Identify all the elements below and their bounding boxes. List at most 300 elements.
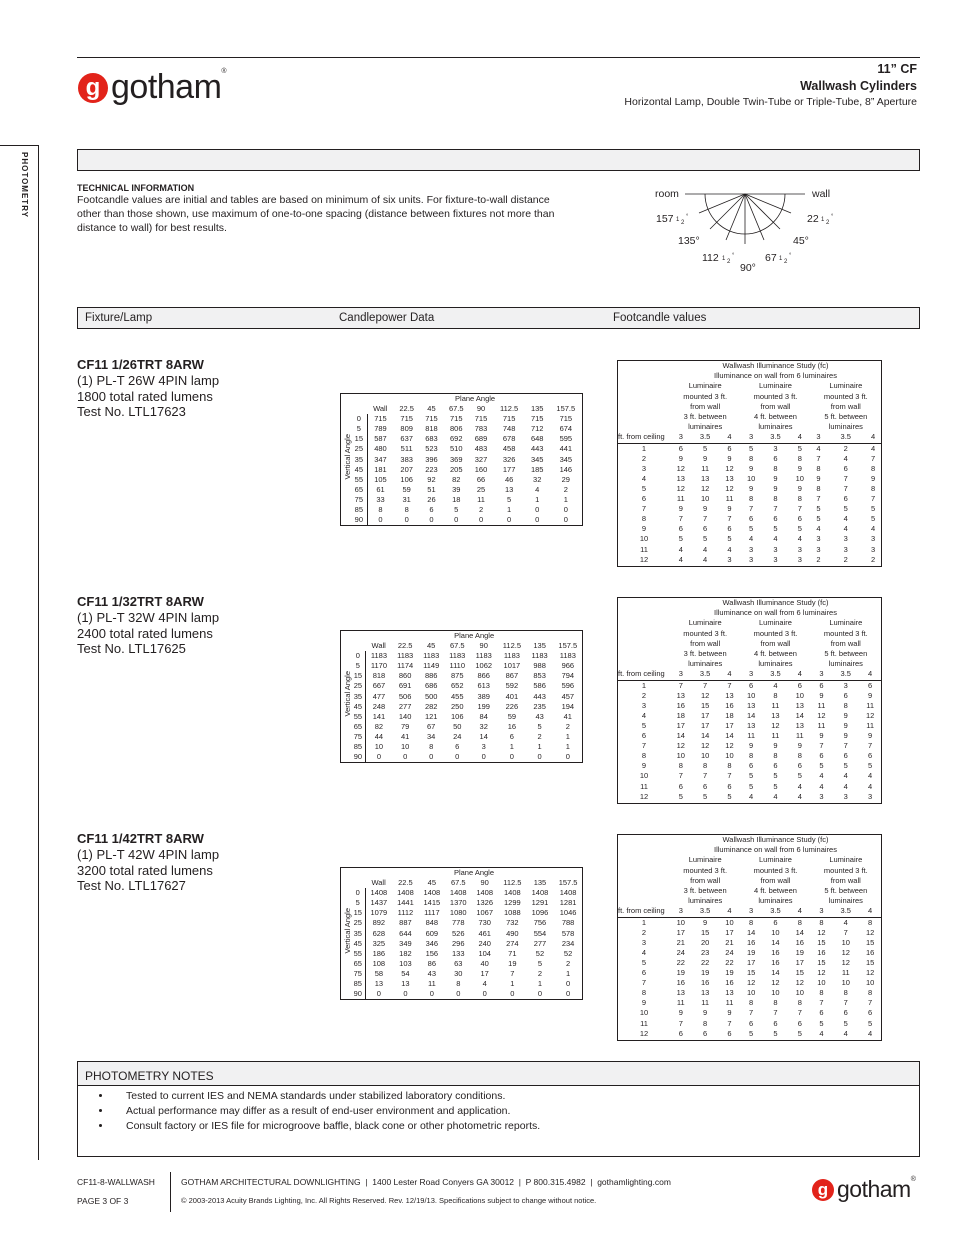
cp-cell: 1046	[559, 908, 577, 918]
cp-cell: 0	[429, 989, 434, 999]
cp-cell: 103	[399, 958, 412, 968]
cp-cell: 59	[402, 484, 411, 494]
fc-cell: 5	[868, 761, 873, 771]
fc-cell: 8	[727, 761, 732, 771]
cp-header-cell: 90	[479, 641, 488, 651]
cp-cell: 637	[400, 434, 413, 444]
cp-cell: 84	[479, 711, 488, 721]
fc-cell: 12	[771, 721, 780, 730]
cp-cell: 443	[533, 691, 546, 701]
cp-cell: 133	[452, 948, 465, 958]
cp-cell: 8	[378, 505, 383, 515]
cp-cell: 1112	[397, 908, 414, 918]
cp-cell: 5	[351, 661, 365, 671]
cp-cell: 875	[450, 671, 464, 681]
cp-cell: 85	[351, 979, 365, 989]
cp-cell: 1	[537, 979, 543, 989]
vertical-angle-label: Vertical Angle	[343, 671, 352, 717]
fc-group-label: luminaires	[828, 896, 863, 906]
fc-cell: 22	[725, 958, 734, 967]
cp-cell: 778	[452, 918, 465, 928]
fc-cell: 3	[773, 554, 778, 564]
cp-cell: 678	[502, 434, 516, 444]
fc-cell: 6	[843, 1008, 848, 1018]
fc-cell: 7	[727, 680, 732, 690]
fc-cell: 9	[727, 453, 732, 463]
fc-cell: 9	[749, 484, 754, 493]
cp-cell: 389	[477, 691, 490, 701]
fc-cell: 3	[816, 534, 821, 544]
cp-cell: 1080	[449, 908, 467, 918]
cp-cell: 226	[505, 701, 519, 711]
fc-cell: 2	[641, 453, 647, 463]
cp-cell: 6	[455, 742, 460, 752]
fc-cell: 9	[641, 998, 647, 1008]
label-157: 157	[656, 213, 674, 225]
cp-cell: 892	[372, 918, 386, 928]
fc-cell: 4	[868, 1028, 873, 1038]
cp-cell: 1062	[475, 661, 493, 671]
fc-cell: 19	[746, 947, 756, 957]
fc-cell: 5	[797, 771, 802, 781]
fc-cell: 4	[678, 544, 683, 554]
fc-cell: 4	[773, 534, 778, 544]
fc-cell: 4	[871, 443, 876, 453]
fc-cell: 7	[678, 680, 683, 690]
fc-cell: 5	[843, 761, 848, 771]
cp-cell: 17	[480, 968, 489, 978]
fc-cell: 5	[816, 514, 821, 524]
cp-header-cell: 157.5	[558, 878, 578, 888]
fc-cell: 6	[868, 1008, 873, 1018]
cp-cell: 369	[449, 454, 463, 464]
cp-cell: 199	[477, 701, 490, 711]
fc-cell: 4	[641, 473, 647, 483]
fc-cell: 8	[703, 761, 708, 771]
cp-cell: 1017	[503, 661, 521, 671]
cp-cell: 674	[559, 424, 573, 434]
label-157-frac2: 2	[681, 220, 685, 226]
cp-cell: 67	[427, 721, 436, 731]
fc-cell: 7	[773, 1008, 778, 1018]
cp-cell: 783	[474, 424, 488, 434]
fc-cell: 8	[773, 998, 778, 1008]
cp-cell: 652	[450, 681, 464, 691]
fc-cell: 11	[817, 721, 826, 730]
fc-cell: 9	[727, 1008, 732, 1018]
fc-group-label: from wall	[690, 401, 721, 411]
fc-cell: 9	[843, 721, 848, 730]
fc-cell: 15	[795, 968, 804, 978]
cp-cell: 648	[530, 434, 544, 444]
footcandle-table	[617, 597, 882, 804]
photometry-notes	[77, 1061, 920, 1157]
fc-group-label: mounted 3 ft.	[753, 391, 798, 401]
fc-cell: 19	[795, 947, 804, 957]
cp-cell: 2	[478, 505, 484, 515]
cp-cell: 41	[563, 711, 572, 721]
fc-group-label: from wall	[690, 638, 721, 648]
fc-cell: 6	[727, 443, 732, 453]
fc-cell: 7	[703, 680, 708, 690]
cp-cell: 0	[403, 752, 408, 762]
fc-cell: 10	[841, 937, 850, 947]
fc-cell: 13	[725, 473, 734, 483]
fc-cell: 10	[865, 978, 875, 988]
fc-cell: 5	[703, 791, 708, 801]
cp-cell: 0	[482, 989, 487, 999]
fc-cell: 17	[746, 958, 756, 967]
fc-cell: 19	[676, 968, 685, 978]
fc-cell: 22	[700, 958, 710, 967]
fc-cell: 4	[843, 1028, 848, 1038]
cp-cell: 65	[351, 722, 365, 732]
fc-row	[618, 524, 881, 534]
cp-cell: 1437	[370, 898, 388, 908]
cp-cell: 13	[504, 484, 514, 494]
fc-cell: 8	[843, 988, 848, 998]
cp-header-row	[351, 404, 583, 414]
fc-cell: 18	[725, 710, 734, 720]
fc-row	[618, 771, 881, 781]
fc-cell: 6	[749, 761, 754, 771]
fc-row	[618, 928, 881, 938]
fc-cell: 11	[866, 700, 875, 710]
fc-cell: 6	[749, 1018, 754, 1028]
cp-cell: 0	[509, 752, 514, 762]
cp-cell: 0	[351, 651, 365, 661]
fc-cell: 8	[773, 751, 778, 761]
cp-cell: 347	[374, 454, 387, 464]
cp-cell: 1408	[503, 888, 521, 898]
product-size: 11” CF	[877, 62, 917, 76]
fc-cell: 24	[676, 947, 685, 957]
cp-cell: 0	[537, 989, 543, 999]
fc-row	[618, 988, 881, 998]
cp-cell: 75	[351, 732, 365, 742]
fc-cell: 3	[773, 443, 778, 453]
fc-cell: 8	[641, 751, 647, 761]
fc-cell: 8	[773, 494, 778, 504]
fc-cell: 13	[746, 721, 756, 730]
cp-header-cell: 45	[427, 878, 437, 888]
fc-cell: 7	[727, 1018, 732, 1028]
label-67-deg: °	[789, 253, 792, 259]
fc-ft-label: ft. from ceiling	[618, 906, 670, 917]
fc-cell: 9	[819, 690, 824, 700]
cp-cell: 6	[429, 505, 434, 515]
fc-cell: 5	[819, 1018, 824, 1028]
vertical-angle-label: Vertical Angle	[343, 908, 352, 954]
cp-cell: 1183	[531, 651, 548, 661]
fc-cell: 1	[641, 917, 647, 927]
fc-cell: 15	[700, 927, 710, 937]
fc-cell: 8	[773, 690, 778, 700]
fc-cell: 2	[816, 554, 821, 564]
cp-cell: 1088	[503, 908, 521, 918]
cp-cell: 712	[530, 424, 544, 434]
label-157-deg: °	[686, 214, 689, 220]
fc-cell: 13	[700, 473, 710, 483]
fc-group-label: from wall	[760, 875, 791, 885]
cp-cell: 40	[480, 958, 489, 968]
fc-cell: 7	[678, 771, 683, 781]
cp-cell: 46	[504, 474, 514, 484]
fc-cell: 5	[871, 514, 876, 524]
fc-cell: 5	[749, 1028, 754, 1038]
fc-cell: 21	[676, 937, 685, 947]
cp-cell: 0	[456, 989, 461, 999]
fc-cell: 6	[773, 514, 778, 524]
fc-spacing-cell: 4	[719, 669, 741, 680]
fc-cell: 14	[795, 710, 804, 720]
cp-cell: 92	[427, 474, 436, 484]
fc-cell: 16	[725, 700, 734, 710]
fc-group-label: 3 ft. between	[683, 649, 727, 659]
fc-group-label: mounted 3 ft.	[683, 391, 728, 401]
fc-cell: 12	[676, 484, 685, 493]
cp-cell: 730	[478, 918, 491, 928]
fc-cell: 10	[771, 927, 780, 937]
cp-cell: 860	[398, 671, 412, 681]
fc-spacing-cell: 3.5	[762, 432, 789, 443]
cp-cell: 85	[351, 505, 367, 515]
fc-cell: 7	[843, 741, 848, 751]
fc-cell: 9	[843, 731, 848, 741]
cp-cell: 794	[561, 671, 575, 681]
cp-cell: 988	[533, 661, 546, 671]
cp-header-cell: 135	[533, 878, 547, 888]
cp-cell: 1441	[397, 898, 414, 908]
plane-angle-label: Plane Angle	[453, 868, 495, 877]
cp-cell: 194	[561, 701, 575, 711]
fc-cell: 9	[703, 504, 708, 514]
fc-cell: 15	[865, 958, 875, 967]
cp-cell: 185	[530, 464, 544, 474]
cp-cell: 1	[565, 731, 570, 741]
fc-subtitle: Illuminance on wall from 6 luminaires	[714, 608, 837, 618]
cp-cell: 715	[400, 414, 413, 424]
fc-row	[618, 443, 881, 454]
cp-cell: 457	[561, 691, 575, 701]
fc-cell: 12	[700, 690, 710, 700]
fc-cell: 6	[797, 680, 802, 690]
cp-cell: 35	[351, 929, 365, 939]
fc-cell: 5	[797, 443, 802, 453]
fc-cell: 7	[703, 771, 708, 781]
fc-cell: 10	[639, 1008, 649, 1018]
fc-cell: 9	[727, 504, 732, 514]
fc-cell: 6	[678, 1028, 683, 1038]
fc-cell: 8	[871, 484, 876, 493]
footer-wordmark: gotham®	[837, 1176, 916, 1202]
label-22-deg: °	[831, 214, 834, 220]
fc-group-label: luminaires	[758, 896, 793, 906]
fc-cell: 4	[703, 544, 708, 554]
fc-cell: 12	[771, 978, 780, 988]
cp-header-cell: 157.5	[556, 404, 576, 414]
cp-cell: 1	[510, 979, 515, 989]
fc-group-label: 4 ft. between	[753, 649, 797, 659]
column-candlepower: Candlepower Data	[339, 312, 435, 324]
fc-group-label: Luminaire	[759, 618, 792, 628]
cp-cell: 10	[374, 742, 384, 752]
fc-cell: 3	[871, 534, 876, 544]
cp-cell: 8	[404, 505, 409, 515]
cp-row	[351, 918, 583, 928]
fc-cell: 15	[817, 958, 826, 967]
cp-cell: 1	[566, 968, 571, 978]
technical-information	[77, 183, 567, 235]
cp-row	[351, 989, 583, 999]
cp-cell: 0	[537, 752, 542, 762]
fc-cell: 1	[641, 680, 647, 690]
tech-title: TECHNICAL INFORMATION	[77, 183, 195, 193]
cp-cell: 277	[533, 938, 547, 948]
fc-cell: 7	[641, 741, 647, 751]
cp-cell: 683	[425, 434, 438, 444]
fc-row	[618, 1029, 881, 1039]
fc-cell: 2	[871, 554, 876, 564]
candlepower-table	[340, 630, 583, 763]
cp-cell: 55	[351, 475, 367, 485]
fc-cell: 8	[773, 463, 778, 473]
notes-title: PHOTOMETRY NOTES	[85, 1069, 214, 1083]
cp-cell: 5	[351, 898, 365, 908]
cp-cell: 0	[563, 505, 568, 515]
fc-cell: 10	[795, 690, 804, 700]
cp-cell: 24	[453, 731, 462, 741]
fc-cell: 5	[749, 443, 754, 453]
cp-cell: 2	[563, 484, 568, 494]
fc-spacing-row	[618, 906, 881, 917]
fc-cell: 22	[676, 958, 685, 967]
fc-cell: 6	[773, 761, 778, 771]
fc-group-label: Luminaire	[829, 381, 863, 391]
fc-spacing-row	[618, 669, 881, 680]
fc-cell: 13	[795, 700, 804, 710]
fc-cell: 6	[797, 1018, 802, 1028]
fc-spacing-cell: 3.5	[762, 906, 789, 917]
fc-cell: 8	[819, 917, 824, 927]
fc-cell: 11	[817, 700, 826, 710]
fc-cell: 6	[797, 514, 802, 524]
cp-cell: 1408	[423, 888, 441, 898]
fc-row	[618, 782, 881, 792]
cp-row	[351, 414, 583, 424]
fc-group-label: Luminaire	[688, 855, 722, 865]
cp-cell: 15	[351, 671, 365, 681]
fixture-spec-line: (1) PL-T 32W 4PIN lamp	[77, 610, 220, 625]
cp-cell: 490	[506, 928, 519, 938]
cp-cell: 455	[450, 691, 464, 701]
notes-list	[78, 1089, 919, 1134]
fc-spacing-cell: 3	[740, 906, 762, 917]
fc-row	[618, 721, 881, 731]
cp-cell: 0	[404, 515, 409, 525]
cp-row	[351, 908, 583, 918]
fc-cell: 9	[773, 484, 778, 493]
cp-cell: 207	[400, 464, 413, 474]
fixture-spec-line: 2400 total rated lumens	[77, 625, 213, 641]
fc-cell: 2	[641, 690, 647, 700]
fc-cell: 9	[703, 453, 708, 463]
fc-row	[618, 701, 881, 711]
fc-cell: 13	[725, 690, 734, 700]
cp-cell: 51	[427, 484, 436, 494]
fc-cell: 11	[747, 731, 756, 741]
cp-cell: 15	[351, 908, 365, 918]
cp-cell: 809	[400, 424, 413, 434]
fc-subtitle: Illuminance on wall from 6 luminaires	[714, 371, 837, 381]
fc-cell: 17	[700, 710, 710, 720]
cp-cell: 8	[429, 742, 434, 752]
cp-cell: 5	[351, 424, 367, 434]
fc-cell: 11	[701, 463, 710, 473]
fc-spacing-cell: 3.5	[832, 669, 859, 680]
fc-row	[618, 731, 881, 741]
cp-cell: 1281	[559, 898, 577, 908]
footcandle-table	[617, 834, 882, 1041]
fc-spacing-cell: 3.5	[692, 432, 719, 443]
cp-cell: 15	[351, 434, 367, 444]
fc-cell: 2	[641, 927, 647, 937]
fc-cell: 12	[865, 710, 875, 720]
cp-cell: 506	[398, 691, 412, 701]
cp-cell: 667	[372, 681, 386, 691]
column-header-bar	[77, 307, 920, 329]
cp-cell: 61	[376, 484, 385, 494]
fc-cell: 21	[725, 937, 734, 947]
cp-cell: 5	[537, 721, 542, 731]
fc-spacing-cell: 3	[740, 669, 762, 680]
fc-cell: 8	[868, 988, 873, 998]
cp-cell: 715	[474, 414, 488, 424]
fc-spacing-cell: 4	[719, 432, 741, 443]
fc-cell: 8	[871, 463, 876, 473]
fc-ft-label: ft. from ceiling	[618, 432, 670, 443]
cp-row	[351, 939, 583, 949]
fc-spacing-cell: 4	[865, 432, 881, 443]
cp-header-cell: 22.5	[399, 404, 414, 414]
fc-cell: 12	[700, 484, 710, 493]
cp-row	[351, 732, 583, 742]
cp-cell: 578	[561, 928, 575, 938]
fc-cell: 14	[771, 937, 780, 947]
fc-spacing-cell: 3	[811, 906, 833, 917]
cp-cell: 296	[452, 938, 465, 948]
fc-cell: 16	[817, 947, 826, 957]
candlepower-table	[340, 393, 583, 526]
fc-cell: 15	[865, 937, 875, 947]
cp-cell: 104	[478, 948, 491, 958]
fc-cell: 8	[749, 917, 754, 927]
fc-cell: 16	[795, 937, 804, 947]
fc-cell: 6	[843, 751, 848, 761]
cp-cell: 90	[351, 752, 365, 762]
cp-cell: 715	[502, 414, 516, 424]
fixture-spec-line: 1800 total rated lumens	[77, 388, 213, 404]
cp-cell: 71	[508, 948, 517, 958]
cp-cell: 613	[477, 681, 490, 691]
cp-header-cell: 135	[533, 641, 546, 651]
fc-cell: 8	[797, 453, 802, 463]
cp-cell: 58	[374, 968, 384, 978]
fc-row	[618, 948, 881, 958]
fc-cell: 8	[797, 751, 802, 761]
fc-spacing-cell: 3.5	[692, 669, 719, 680]
fc-row	[618, 761, 881, 771]
